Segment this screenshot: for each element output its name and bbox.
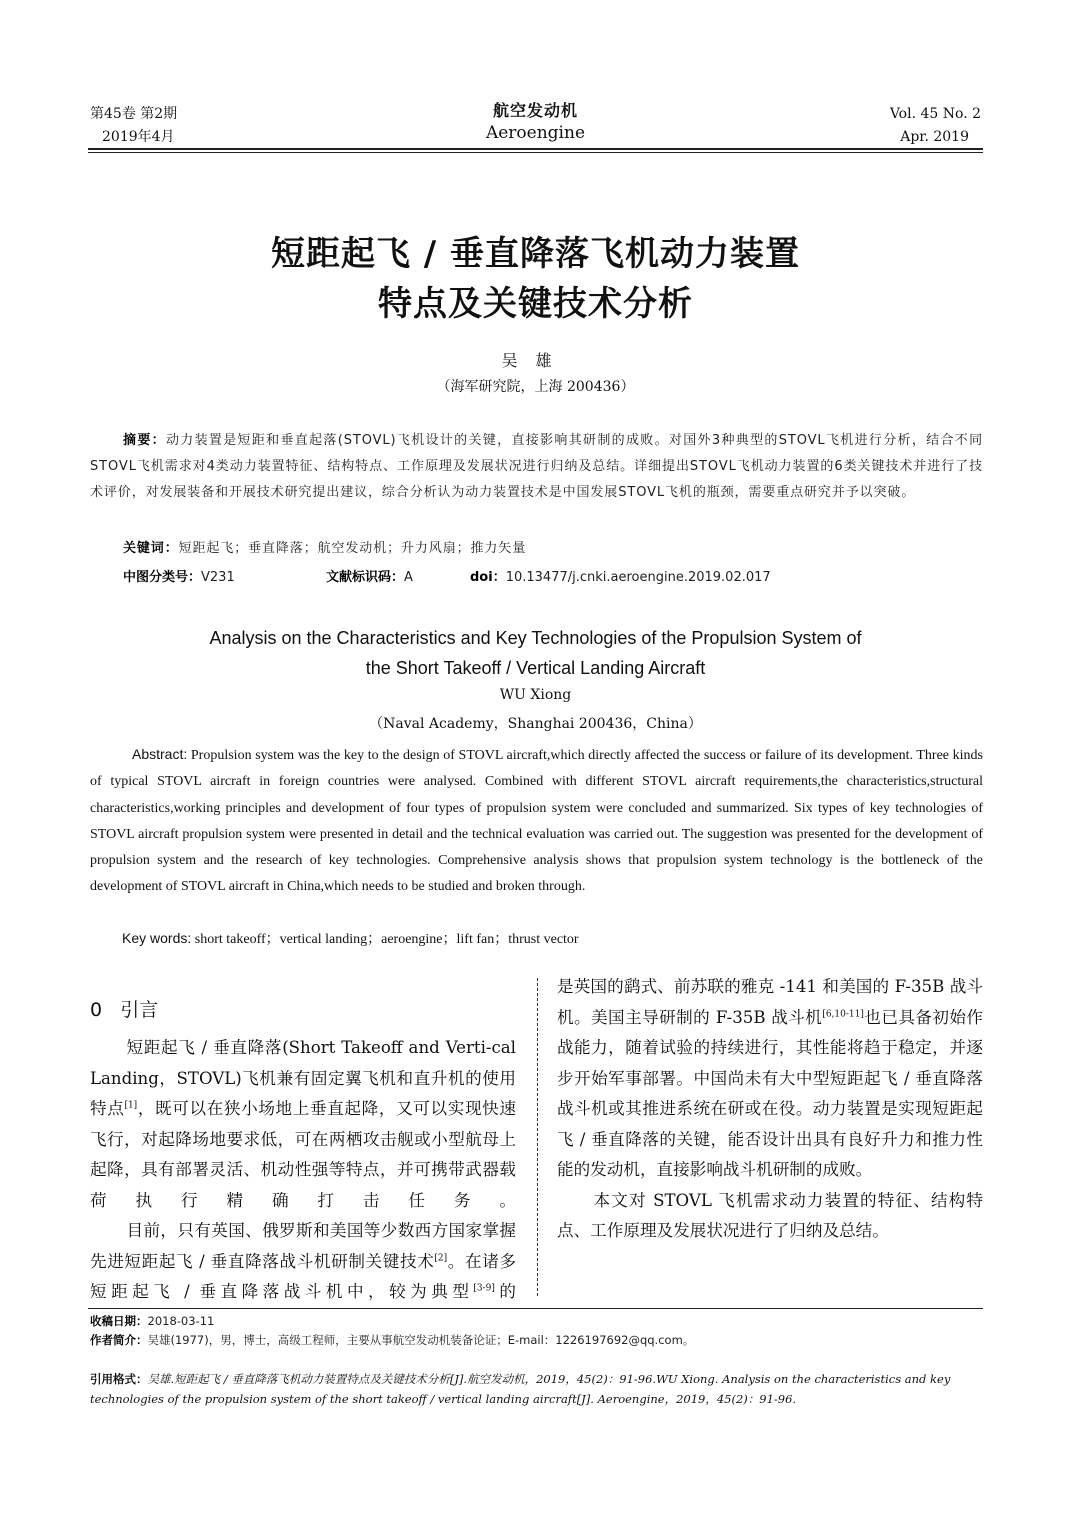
received-value: 2018-03-11 [147,1314,215,1328]
header-volume-en-block [890,103,981,149]
keywords-cn [123,537,526,556]
citation-ref: [6,10-11] [822,1008,864,1019]
body-text: ，既可以在狭小场地上垂直起降，又可以实现快速飞行，对起降场地要求低，可在两栖攻击舰或小型航母上起降，具有部署灵活、机动性强等特点，并可携带武器载荷执行精确打击任务。 [90,1099,516,1210]
clc-label: 中图分类号： [123,570,202,585]
journal-name-en: Aeroengine [485,123,586,143]
section-heading-introduction: 0 引言 [90,999,159,1021]
footnote-rule [88,1308,983,1309]
column-divider [537,978,538,1296]
received-label: 收稿日期： [90,1314,148,1328]
header-rule [88,148,983,150]
body-paragraph-4: 本文对 STOVL 飞机需求动力装置的特征、结构特点、工作原理及发展状况进行了归纳及总结。 [557,1190,983,1240]
author-bio-value: 吴雄(1977)，男，博士，高级工程师，主要从事航空发动机装备论证；E-mail：1226197692@qq.com。 [147,1333,695,1347]
body-paragraph-1 [90,1033,516,1216]
title-en-line-1: Analysis on the Characteristics and Key Technologies of the Propulsion System of [209,628,862,648]
body-text: 目前，只有英国、俄罗斯和美国等少数西方国家掌握先进短距起飞 / 垂直降落战斗机研制关键技术 [90,1221,516,1271]
volume-cn: 第45卷 第2期 [90,106,178,122]
citation-ref: [3-9] [473,1283,495,1294]
abstract-en [90,741,983,901]
clc-value: V231 [201,570,235,585]
citation-value: 吴雄.短距起飞 / 垂直降落飞机动力装置特点及关键技术分析[J].航空发动机，2019，45(2)：91-96.WU Xiong. Analysis on the characteristics and key technologies of the propulsion system of the short takeoff / vertical landing aircraft[J]. Aeroengine，2019，45(2)：91-96. [90,1372,951,1406]
abstract-cn-label: 摘要： [123,433,166,448]
volume-en: Vol. 45 No. 2 [889,106,981,122]
keywords-cn-label: 关键词： [123,541,179,556]
citation-label: 引用格式： [90,1372,148,1386]
author-bio [90,1331,983,1350]
body-text: 是英国的鹞式、前苏联的雅克 -141 和美国的 F-35B 战斗机。美国主导研制的 F-35B 战斗机 [557,977,983,1027]
doi [470,566,771,585]
body-column-right [557,972,983,1247]
body-column-left [90,1033,516,1308]
title-en-line-2: the Short Takeoff / Vertical Landing Aircraft [365,658,706,678]
affiliation-en: （Naval Academy，Shanghai 200436，China） [369,716,702,732]
body-text: 的 [494,1282,516,1301]
citation-ref: [2] [434,1252,448,1263]
keywords-en-label: Key words: [122,930,192,946]
citation-ref: [1] [124,1100,138,1111]
abstract-cn-text: 动力装置是短距和垂直起落(STOVL)飞机设计的关键，直接影响其研制的成败。对国外3种典型的STOVL飞机进行分析，结合不同STOVL飞机需求对4类动力装置特征、结构特点、工作原理及发展状况进行归纳及总结。详细提出STOVL飞机动力装置的6类关键技术并进行了技术评价，对发展装备和开展技术研究提出建议，综合分析认为动力装置技术是中国发展STOVL飞机的瓶颈，需要重点研究并予以突破。 [90,433,983,500]
title-line-2: 特点及关键技术分析 [378,284,693,324]
clc-number [123,566,235,585]
doi-label: doi： [470,570,506,585]
paper-title-en [0,623,1071,683]
author-bio-label: 作者简介： [90,1333,148,1347]
affiliation-cn: （海军研究院，上海 200436） [436,379,635,395]
body-paragraph-3 [557,972,983,1186]
citation-format [90,1370,983,1409]
received-date [90,1312,983,1331]
keywords-en-text: short takeoff；vertical landing；aeroengine；lift fan；thrust vector [191,932,579,947]
abstract-en-label: Abstract: [132,746,188,762]
body-paragraph-2 [90,1216,516,1308]
paper-title-cn [0,229,1071,329]
keywords-en [122,928,579,948]
document-code [326,566,413,585]
header-rule-thin [88,152,983,153]
abstract-en-text: Propulsion system was the key to the design of STOVL aircraft,which directly affected the success or failure of its development. Three kinds of typical STOVL aircraft in foreign countries were analysed. Combined with different STOVL aircraft requirements,the characteristics,structural characteristics,working principles and development of four types of propulsion system were concluded and summarized. Six types of key technologies of STOVL aircraft propulsion system were presented in detail and the technical evaluation was carried out. The suggestion was presented for the development of propulsion system and the research of key technologies. Comprehensive analysis shows that propulsion system technology is the bottleneck of the development of STOVL aircraft in China,which needs to be studied and broken through. [90,748,983,895]
doi-value: 10.13477/j.cnki.aeroengine.2019.02.017 [505,570,771,585]
body-text: 。在诸多短距起飞 / 垂直降落战斗机中，较为典型 [90,1251,517,1301]
title-line-1: 短距起飞 / 垂直降落飞机动力装置 [270,234,801,274]
date-en: Apr. 2019 [900,129,969,145]
doc-code-value: A [404,570,413,585]
author-en: WU Xiong [499,687,572,703]
journal-name-cn: 航空发动机 [492,101,578,120]
abstract-cn [90,428,983,506]
keywords-cn-text: 短距起飞；垂直降落；航空发动机；升力风扇；推力矢量 [178,541,527,556]
author-cn: 吴雄 [501,351,570,370]
body-text: 也已具备初始作战能力，随着试验的持续进行，其性能将趋于稳定，并逐步开始军事部署。中国尚未有大中型短距起飞 / 垂直降落战斗机或其推进系统在研或在役。动力装置是实现短距起飞 / 垂直降落的关键，能否设计出具有良好升力和推力性能的发动机，直接影响战斗机研制的成败。 [557,1007,984,1179]
doc-code-label: 文献标识码： [326,570,405,585]
body-text: 短距起飞 / 垂直降落(Short Takeoff and Verti-cal Landing，STOVL)飞机兼有固定翼飞机和直升机的使用特点 [90,1038,516,1118]
date-cn: 2019年4月 [102,129,175,145]
